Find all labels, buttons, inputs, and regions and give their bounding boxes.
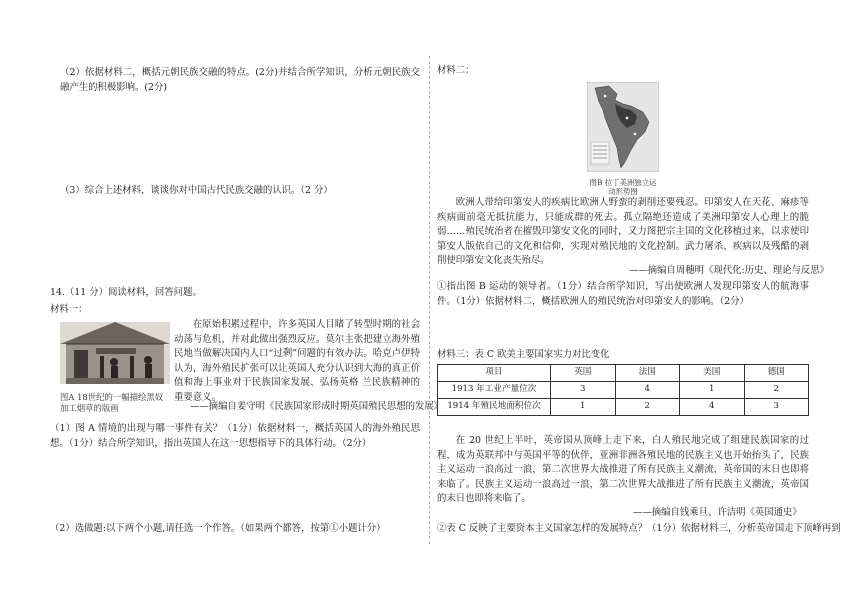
table-cell: 1 [551,399,616,416]
question-14-title: 14.（11 分）阅读材料，回答问题。 [50,287,202,298]
material-2-label: 材料二： [437,65,475,76]
table-cell: 2 [615,399,680,416]
material-1-text: 在原始积累过程中，许多英国人目睹了转型时期的社会动荡与危机，并对此做出强烈反应。莫尔主张把建立海外殖民地当做解决国内人口“过剩”问题的有效办法。哈克卢伊特认为，海外殖民扩张可以让英国人充分认识到大海的真正价值和海上事业对于民族国家发展、弘扬英格 兰民族精神的重要意义。 [174,319,420,403]
table-header-cell: 法国 [615,365,680,382]
question-b-1-text: ①指出图 B 运动的领导者。（1分）结合所学知识，写出使欧洲人发现印第安人的航海事件。（1分）依据材料二，概括欧洲人的殖民统治对印第安人的影响。（2分） [437,281,809,307]
question-2-text: （2）依据材料二，概括元朝民族交融的特点。(2分)并结合所学知识，分析元朝民族交融产生的积极影响。(2分) [60,67,420,93]
question-3-text: （3）综合上述材料，谈谈你对中国古代民族交融的认识。（2 分） [60,185,333,196]
table-cell: 2 [744,382,809,399]
column-divider [429,56,430,544]
material-3-source: ——摘编自钱乘旦、许洁明《英国通史》 [633,507,802,518]
table-cell: 3 [551,382,616,399]
figure-a [60,322,170,414]
figure-b [587,82,659,196]
figure-a-woodcut-image [60,322,170,384]
material-2-text: 欧洲人带给印第安人的疾病比欧洲人野蛮的剥削还要残忍。印第安人在天花、麻疹等疾病面前毫无抵抗能力，只能成群的死去。孤立隔绝还造成了美洲印第安人心理上的脆弱……殖民统治者在摧毁印第安文化的同时，又力图把宗主国的文化移植过来，以求使印第安人版依自己的文化和信仰，实现对殖民地的文化控制。武力屠杀、疾病以及残酷的剥削使印第安文化丧失殆尽。 [437,197,809,267]
material-3-text: 在 20 世纪上半叶，英帝国从顶峰上走下来，白人殖民地完成了组建民族国家的过程，成为英联邦中与英国平等的伙伴，亚洲非洲各殖民地的民族主义也开始抬头了，民族主义运动一浪高过一浪，第二次世界大战推进了所有民族主义潮流，英帝国的末日也即将来临了。民族主义运动一浪高过一浪，第二次世界大战推进了所有民族主义潮流，英帝国的末日也即将来临了。 [437,435,809,505]
table-row [438,382,809,399]
table-header-row [438,365,809,382]
table-header-cell: 项目 [438,365,551,382]
table-header-cell: 美国 [680,365,745,382]
table-cell: 1914 年殖民地面积位次 [438,399,551,416]
material-1-label: 材料一： [50,304,88,315]
table-cell: 1 [680,382,745,399]
table-header-cell: 英国 [551,365,616,382]
table-cell: 1913 年工业产量位次 [438,382,551,399]
table-header-cell: 德国 [744,365,809,382]
comparison-table [437,364,809,416]
table-cell: 3 [744,399,809,416]
question-14-1-text: （1）图 A 情境的出现与哪一事件有关？（1分）依据材料一，概括英国人的海外殖民思想。（1分）结合所学知识，指出英国人在这一思想指导下的具体行动。（2分） [50,423,420,449]
question-b-2-text: ②表 C 反映了主要资本主义国家怎样的发展特点？（1分）依据材料三，分析英帝国走下顶峰再到 [437,523,841,534]
table-row [438,399,809,416]
material-2-source: ——摘编自周穗明《现代化:历史、理论与反思》 [629,265,830,276]
question-14-2-text: （2）选做题:以下两个小题,请任选一个作答。（如果两个都答，按第①小题计分） [50,523,386,534]
material-3-label: 材料三：表 C 欧美主要国家实力对比变化 [437,349,610,360]
figure-a-caption: 图A 18世纪的一幅描绘黑奴加工烟草的版画 [60,391,164,413]
material-1-source: ——摘编自姜守明《民族国家形成时期英国殖民思想的发展》 [190,401,444,412]
figure-b-caption: 图B 拉丁美洲独立运动形势图 [589,177,657,196]
figure-b-latin-america-map [587,82,659,172]
table-cell: 4 [680,399,745,416]
table-cell: 4 [615,382,680,399]
